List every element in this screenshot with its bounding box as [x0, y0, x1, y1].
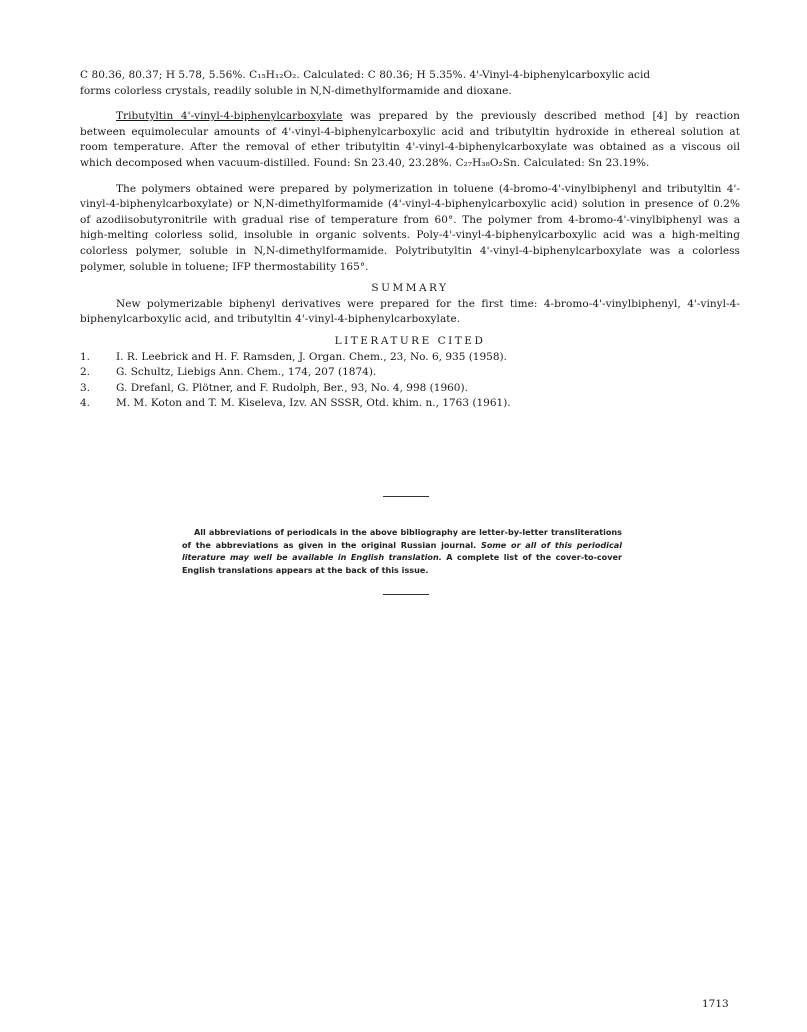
reference-item [80, 381, 740, 397]
reference-item [80, 396, 740, 412]
analysis-line-2: forms colorless crystals, readily soluble in N,N-dimethylformamide and dioxane. [80, 84, 512, 97]
reference-text: G. Schultz, Liebigs Ann. Chem., 174, 207 (1874). [116, 366, 377, 379]
divider-bottom [383, 594, 429, 595]
analysis-line-1: C 80.36, 80.37; H 5.78, 5.56%. C₁₅H₁₂O₂. Calculated: C 80.36; H 5.35%. 4'-Vinyl-4-biphenylcarboxylic acid [80, 69, 651, 81]
tributyltin-text: was prepared by the previously described method [4] by reaction between equimolecular amounts of 4'-vinyl-4-biphenylcarboxylic acid and tributyltin hydroxide in ethereal solution at room temperature. After the removal of ether tributyltin 4'-vinyl-4-biphenylcarboxylate was obtained as a viscous oil which decomposed when vacuum-distilled. Found: Sn 23.40, 23.28%. C₂₇H₃₈O₂Sn. Calculated: Sn 23.19%. [80, 110, 740, 169]
reference-text: M. M. Koton and T. M. Kiseleva, Izv. AN SSSR, Otd. khim. n., 1763 (1961). [116, 397, 511, 410]
page-number: 1713 [702, 998, 729, 1010]
polymers-paragraph: The polymers obtained were prepared by polymerization in toluene (4-bromo-4'-vinylbiphenyl and tributyltin 4'-vinyl-4-biphenylcarboxylate) or N,N-dimethylformamide (4'-vinyl-4-biphenylcarboxylic acid) solution in presence of 0.2% of azodiisobutyronitrile with gradual rise of temperature from 60°. The polymer from 4-bromo-4'-vinylbiphenyl was a high-melting colorless solid, insoluble in organic solvents. Poly-4'-vinyl-4-biphenylcarboxylic acid was a high-melting colorless polymer, soluble in N,N-dimethylformamide. Polytributyltin 4'-vinyl-4-biphenylcarboxylate was a colorless polymer, soluble in toluene; IFP thermostability 165°. [80, 182, 740, 273]
compound-title: Tributyltin 4'-vinyl-4-biphenylcarboxylate [116, 110, 343, 123]
reference-number: 2. [80, 366, 91, 379]
summary-text: New polymerizable biphenyl derivatives were prepared for the first time: 4-bromo-4'-vinylbiphenyl, 4'-vinyl-4-biphenylcarboxylic acid, and tributyltin 4'-vinyl-4-biphenylcarboxylate. [80, 297, 740, 326]
reference-item [80, 365, 740, 381]
reference-text: G. Drefanl, G. Plötner, and F. Rudolph, Ber., 93, No. 4, 998 (1960). [116, 381, 468, 394]
summary-heading: SUMMARY [371, 282, 449, 295]
reference-item [80, 350, 740, 366]
translation-note [182, 526, 622, 576]
reference-number: 1. [80, 350, 91, 363]
reference-number: 4. [80, 397, 91, 410]
note-italic-text: Some or all of this periodical literature may well be available in English translation. [182, 539, 622, 563]
literature-heading: LITERATURE CITED [334, 334, 486, 347]
tributyltin-paragraph [80, 109, 740, 171]
divider-top [383, 496, 429, 497]
reference-text: I. R. Leebrick and H. F. Ramsden, J. Organ. Chem., 23, No. 6, 935 (1958). [116, 350, 507, 363]
reference-list [80, 350, 740, 412]
analysis-paragraph [80, 68, 740, 99]
note-text-2: A complete list of the cover-to-cover English translations appears at the back of this issue. [182, 552, 622, 575]
reference-number: 3. [80, 381, 91, 394]
note-text-1: All abbreviations of periodicals in the above bibliography are letter-by-letter transliterations of the abbreviations as given in the original Russian journal. [182, 527, 622, 550]
article-body [80, 68, 740, 412]
